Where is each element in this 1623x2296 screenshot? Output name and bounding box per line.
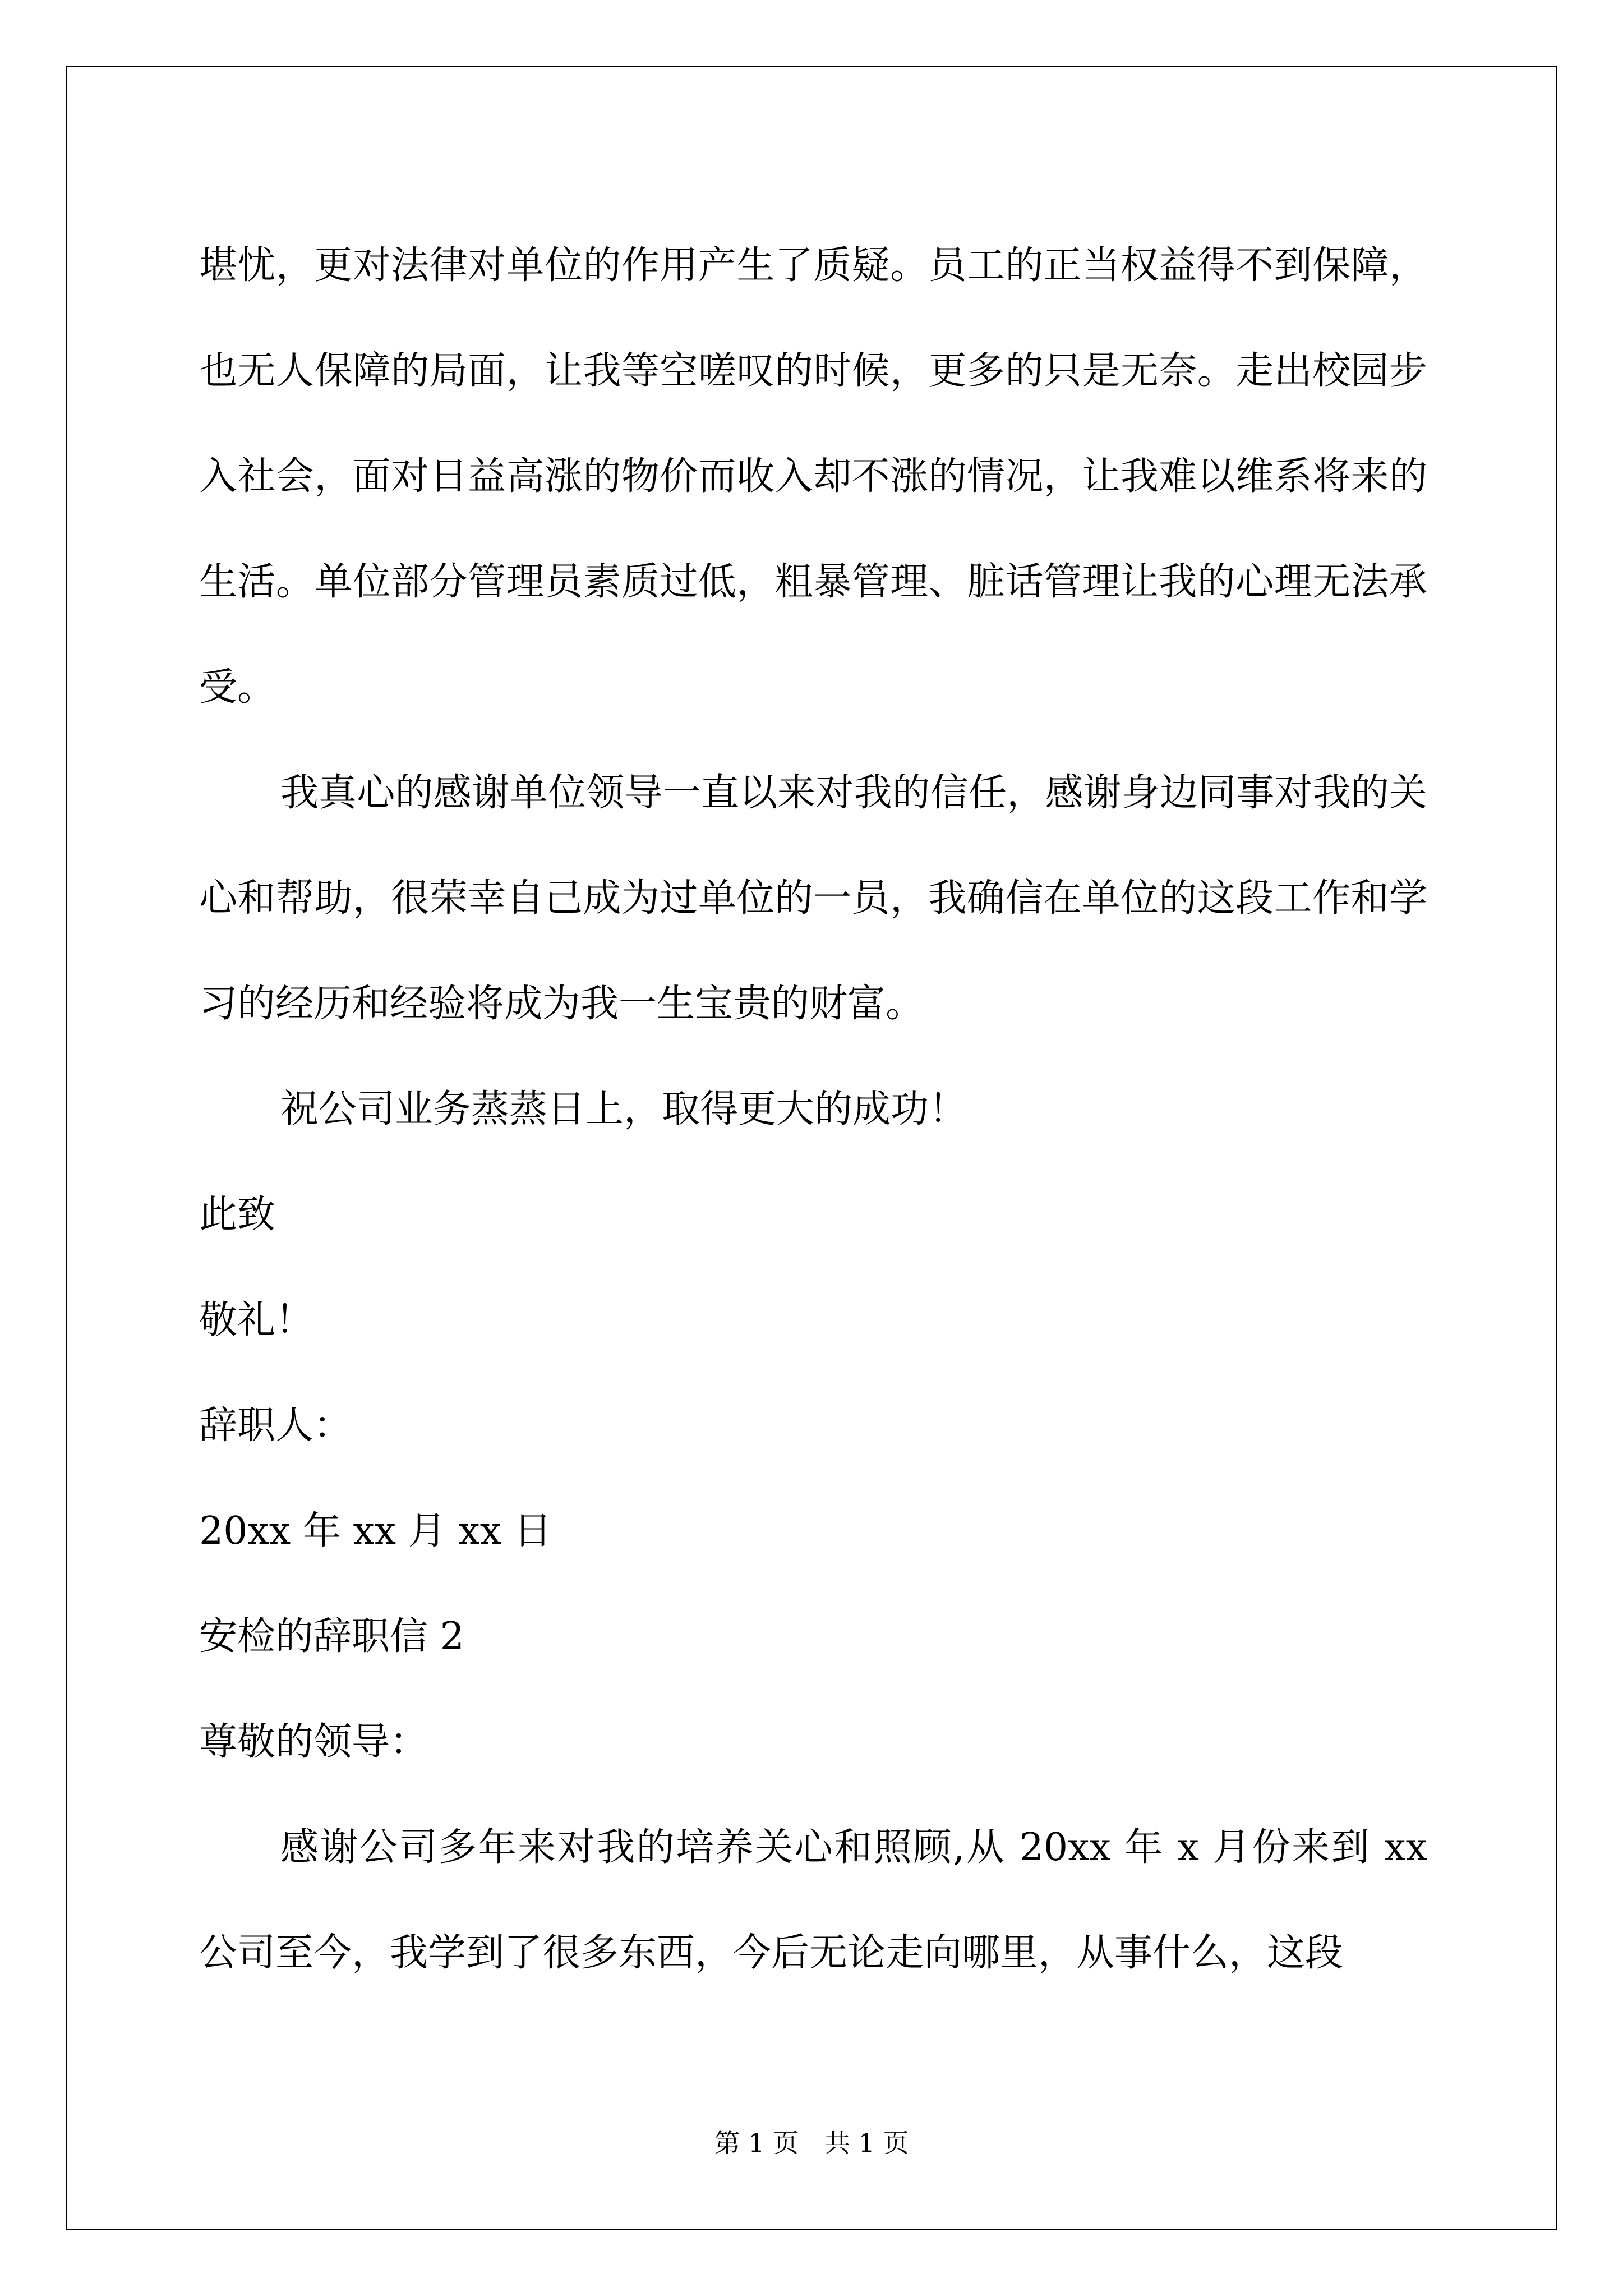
date-line: 20xx 年 xx 月 xx 日 [199, 1509, 552, 1553]
greeting: 尊敬的领导： [199, 1720, 428, 1764]
closing-regards: 敬礼！ [199, 1298, 314, 1342]
page-footer: 第 1 页 共 1 页 [714, 2128, 909, 2158]
paragraph-3: 祝公司业务蒸蒸日上，取得更大的成功！ [280, 1087, 967, 1131]
document-body [199, 213, 1427, 2006]
section-title: 安检的辞职信 2 [199, 1614, 464, 1659]
paragraph-4: 感谢公司多年来对我的培养关心和照顾,从 20xx 年 x 月份来到 xx 公司至今，我学到了很多东西，今后无论走向哪里，从事什么，这段 [199, 1825, 1427, 1975]
paragraph-2: 我真心的感谢单位领导一直以来对我的信任，感谢身边同事对我的关心和帮助，很荣幸自己成为过单位的一员，我确信在单位的这段工作和学习的经历和经验将成为我一生宝贵的财富。 [199, 771, 1427, 1026]
paragraph-1: 堪忧，更对法律对单位的作用产生了质疑。员工的正当权益得不到保障，也无人保障的局面，让我等空嗟叹的时候，更多的只是无奈。走出校园步入社会，面对日益高涨的物价而收入却不涨的情况，让我难以维系将来的生活。单位部分管理员素质过低，粗暴管理、脏话管理让我的心理无法承受。 [199, 243, 1427, 710]
signature-label: 辞职人： [199, 1404, 352, 1448]
closing-salutation: 此致 [199, 1193, 276, 1237]
